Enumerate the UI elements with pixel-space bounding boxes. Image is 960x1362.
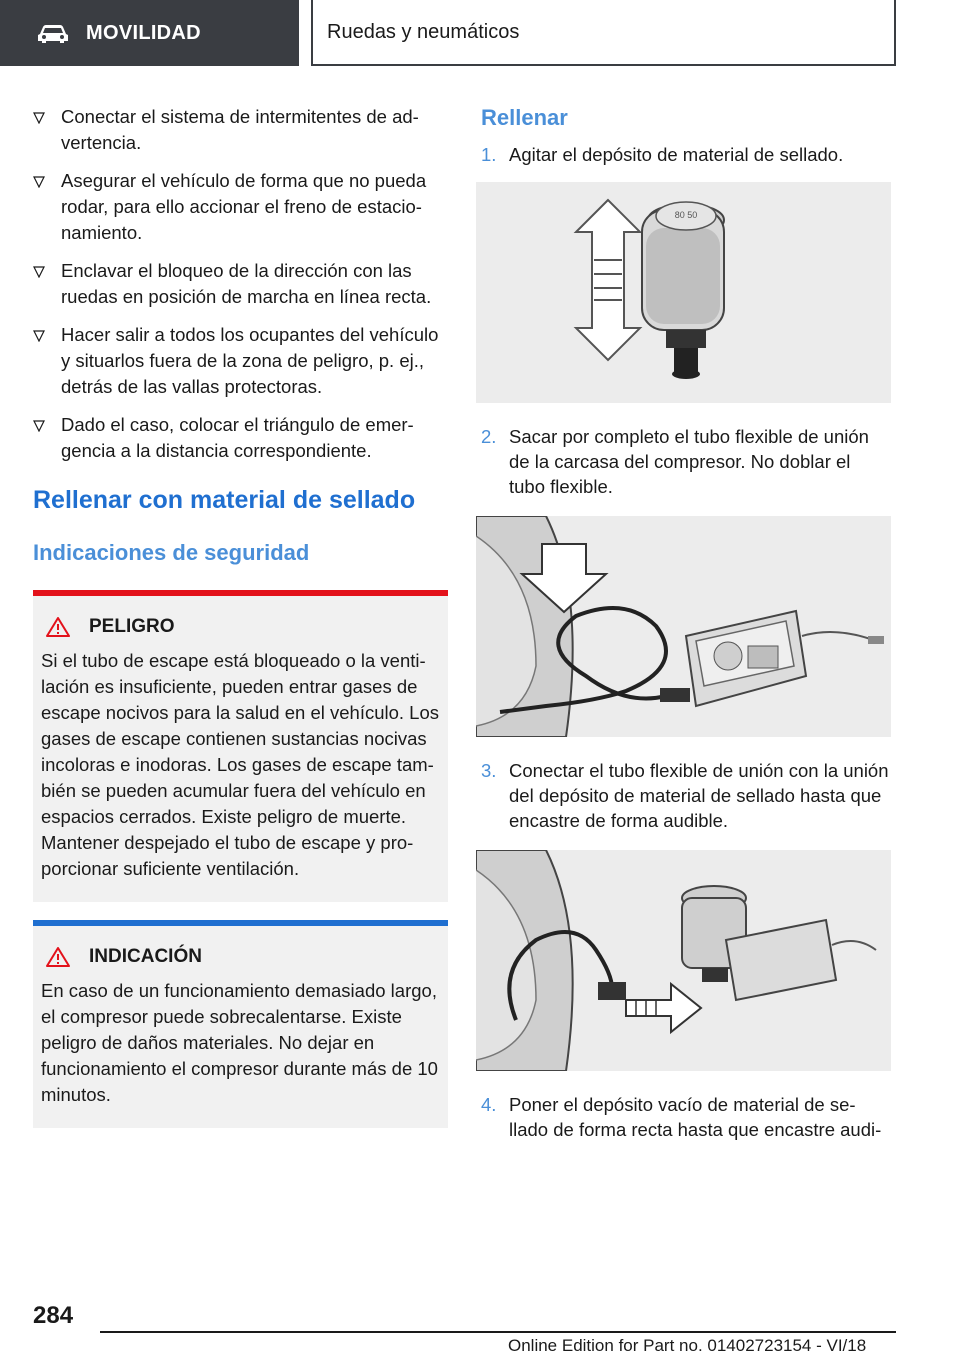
bottle-label: 80 50	[674, 210, 698, 220]
triangle-bullet-icon	[33, 112, 45, 124]
safety-subheading: Indicaciones de seguridad	[33, 540, 310, 565]
page-number: 284	[33, 1302, 74, 1329]
danger-text: Si el tubo de escape está bloqueado o la venti-lación es insuficiente, pueden entrar gases de escape nocivos para la salud en el vehículo. Los gases de escape contienen sustancias nocivas incoloras e inodoras. Los gases de escape tam-bién se pueden acumular fuera del vehículo en espacios cerrados. Existe peligro de muerte. Mantener despejado el tubo de escape y pro-porcionar suficiente ventilación.	[41, 650, 440, 879]
warning-triangle-icon	[45, 946, 71, 968]
list-item	[33, 168, 448, 246]
triangle-bullet-icon	[33, 330, 45, 342]
step-3	[476, 758, 891, 833]
list-item	[33, 412, 448, 464]
sealant-bottle-illustration	[476, 182, 891, 403]
step-number: 2.	[481, 426, 497, 447]
info-notice	[33, 920, 448, 1128]
step-text: Agitar el depósito de material de sellado.	[509, 144, 844, 165]
info-text: En caso de un funcionamiento demasiado largo, el compresor puede sobrecalentarse. Existe peligro de daños materiales. No dejar en funcionamiento el compresor durante más de 10 minutos.	[41, 980, 438, 1105]
hose-connect-figure	[476, 850, 891, 1071]
danger-title: PELIGRO	[89, 616, 175, 637]
chapter-header	[311, 0, 896, 66]
list-item-text: Asegurar el vehículo de forma que no pueda rodar, para ello accionar el freno de estacio-namiento.	[61, 170, 427, 243]
section-heading: Rellenar con material de sellado	[33, 486, 416, 514]
edition-footer: Online Edition for Part no. 01402723154 - VI/18	[508, 1336, 867, 1355]
warning-triangle-icon	[45, 616, 71, 638]
shake-sealant-figure	[476, 182, 891, 403]
chapter-title: Ruedas y neumáticos	[327, 20, 520, 43]
list-item-text: Hacer salir a todos los ocupantes del vehículo y situarlos fuera de la zona de peligro, p. ej., detrás de las vallas protectoras.	[61, 324, 439, 397]
section-label: MOVILIDAD	[86, 21, 201, 44]
info-title: INDICACIÓN	[89, 946, 202, 967]
step-number: 1.	[481, 144, 497, 165]
step-text: Sacar por completo el tubo flexible de unión de la carcasa del compresor. No doblar el tubo flexible.	[509, 426, 869, 497]
step-text: Conectar el tubo flexible de unión con la unión del depósito de material de sellado hasta que encastre de forma audible.	[509, 760, 889, 831]
list-item-text: Dado el caso, colocar el triángulo de emer-gencia a la distancia correspondiente.	[61, 414, 414, 461]
list-item	[33, 322, 448, 400]
step-1	[476, 142, 891, 167]
prep-bullet-list	[33, 104, 448, 464]
left-column	[33, 104, 448, 1128]
step-4	[476, 1092, 891, 1142]
list-item-text: Enclavar el bloqueo de la dirección con las ruedas en posición de marcha en línea recta.	[61, 260, 432, 307]
section-tab	[0, 0, 299, 66]
list-item-text: Conectar el sistema de intermitentes de ad-vertencia.	[61, 106, 419, 153]
hose-connect-illustration	[476, 850, 891, 1071]
step-2	[476, 424, 891, 499]
hose-removal-figure	[476, 516, 891, 737]
triangle-bullet-icon	[33, 420, 45, 432]
step-number: 3.	[481, 760, 497, 781]
triangle-bullet-icon	[33, 266, 45, 278]
car-icon	[36, 22, 70, 44]
step-text: Poner el depósito vacío de material de se-llado de forma recta hasta que encastre audi-	[509, 1094, 882, 1140]
list-item	[33, 104, 448, 156]
step-number: 4.	[481, 1094, 497, 1115]
footer-divider	[100, 1331, 896, 1333]
right-column	[476, 104, 891, 1142]
triangle-bullet-icon	[33, 176, 45, 188]
list-item	[33, 258, 448, 310]
hose-removal-illustration	[476, 516, 891, 737]
refill-heading: Rellenar	[481, 105, 568, 130]
danger-notice	[33, 590, 448, 902]
